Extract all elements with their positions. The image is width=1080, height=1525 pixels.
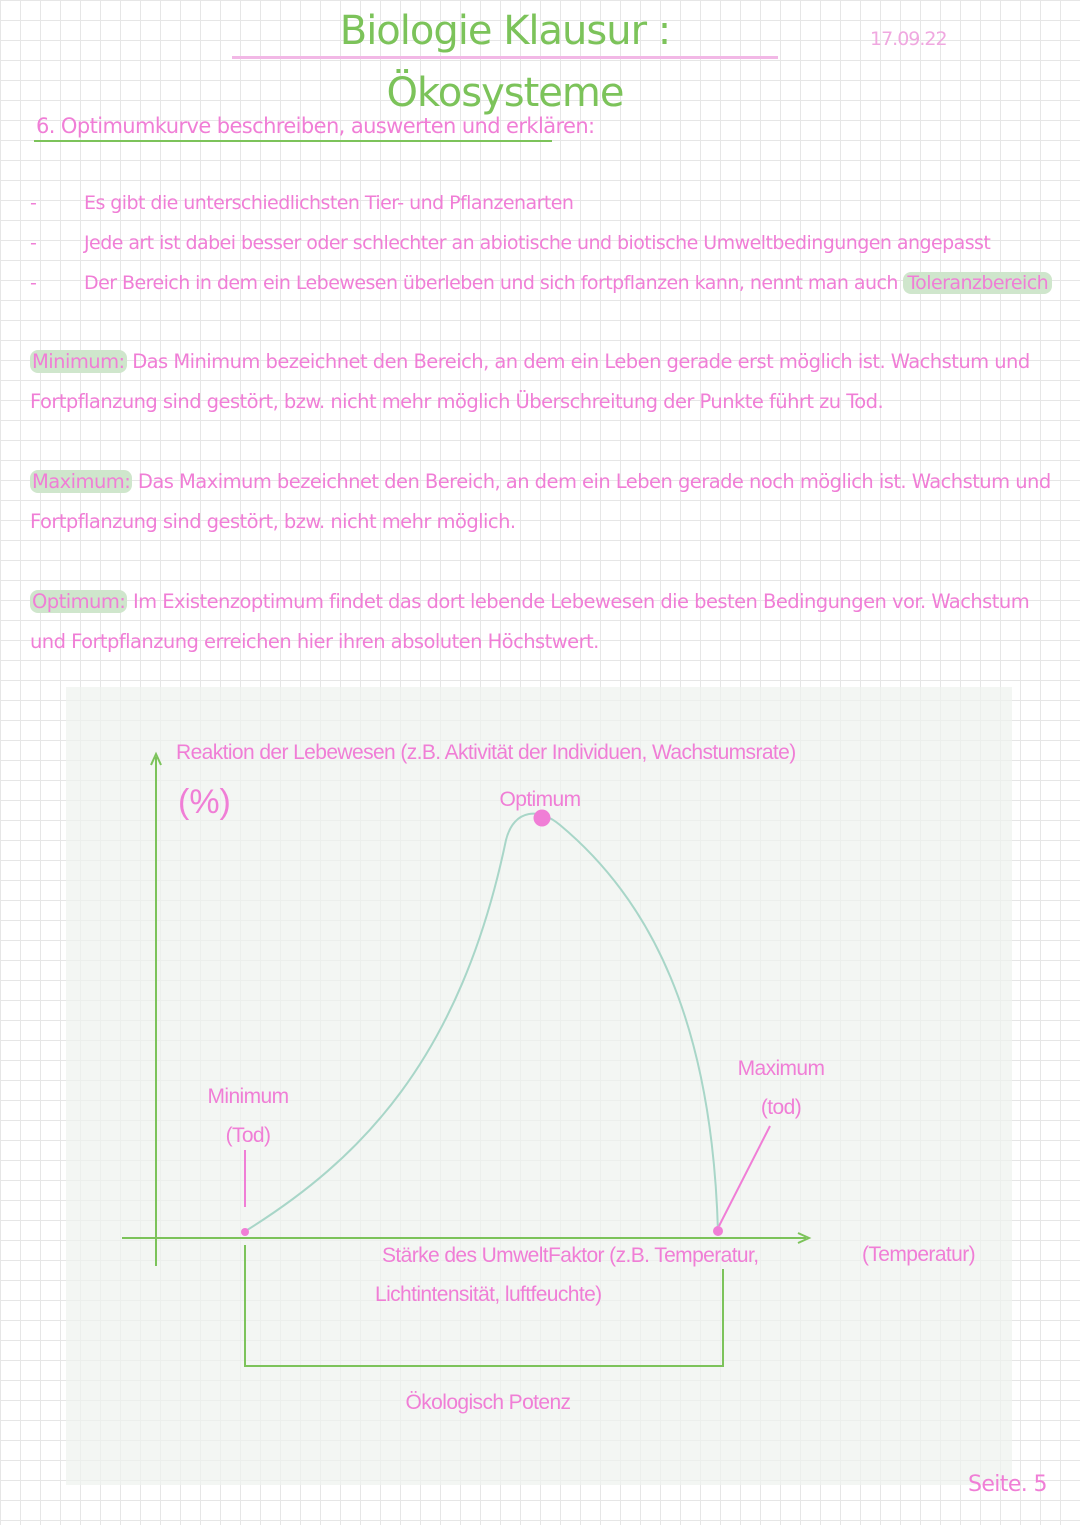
bullet-dash: - — [30, 232, 37, 254]
optimum-curve — [244, 814, 718, 1232]
maximum-sublabel: (tod) — [760, 1096, 802, 1119]
date: 17.09.22 — [870, 28, 947, 50]
bullet-text: Der Bereich in dem ein Lebewesen überleben und sich fortpflanzen kann, nennt man auch — [84, 272, 898, 294]
x-axis-label-line-2: Lichtintensität, luftfeuchte) — [375, 1283, 602, 1306]
minimum-label: Minimum — [207, 1085, 289, 1108]
maximum-label: Maximum — [737, 1057, 825, 1080]
page-number: Seite. 5 — [968, 1472, 1047, 1497]
y-axis-unit: (%) — [178, 783, 231, 821]
bullet-text: Es gibt die unterschiedlichsten Tier- und Pflanzenarten — [84, 192, 574, 214]
highlighted-term: Toleranzbereich — [903, 272, 1052, 294]
ecological-potency-label: Ökologisch Potenz — [405, 1391, 571, 1414]
maximum-pointer — [719, 1126, 770, 1226]
section-heading: 6. Optimumkurve beschreiben, auswerten und erklären: — [36, 114, 595, 138]
minimum-sublabel: (Tod) — [225, 1124, 271, 1147]
y-axis-label: Reaktion der Lebewesen (z.B. Aktivität der Individuen, Wachstumsrate) — [176, 741, 796, 764]
definition-text: Das Minimum bezeichnet den Bereich, an dem ein Leben gerade erst möglich ist. Wachstum und Fortpflanzung sind gestört, bzw. nicht mehr möglich Überschreitung der Punkte führt zu Tod. — [30, 350, 1030, 413]
minimum-marker — [241, 1228, 249, 1236]
maximum-marker — [713, 1226, 723, 1236]
definition-term: Minimum: — [32, 350, 125, 373]
definition-term: Maximum: — [32, 470, 131, 493]
x-axis-note: (Temperatur) — [862, 1243, 975, 1266]
bullet-text: Jede art ist dabei besser oder schlechter an abiotische und biotische Umweltbedingungen angepasst — [84, 232, 991, 254]
bullet-dash: - — [30, 272, 37, 294]
optimum-marker — [534, 810, 551, 827]
page-title: Biologie Klausur : Ökosysteme — [339, 8, 671, 116]
definition-text: Das Maximum bezeichnet den Bereich, an dem ein Leben gerade noch möglich ist. Wachstum und Fortpflanzung sind gestört, bzw. nicht mehr möglich. — [30, 470, 1051, 533]
x-axis-label-line-1: Stärke des UmweltFaktor (z.B. Temperatur, — [382, 1244, 759, 1267]
definition-term: Optimum: — [32, 590, 126, 613]
definition-text: Im Existenzoptimum findet das dort lebende Lebewesen die besten Bedingungen vor. Wachstum und Fortpflanzung erreichen hier ihren absoluten Höchstwert. — [30, 590, 1030, 653]
optimum-label: Optimum — [499, 788, 581, 811]
bullet-dash: - — [30, 192, 37, 214]
